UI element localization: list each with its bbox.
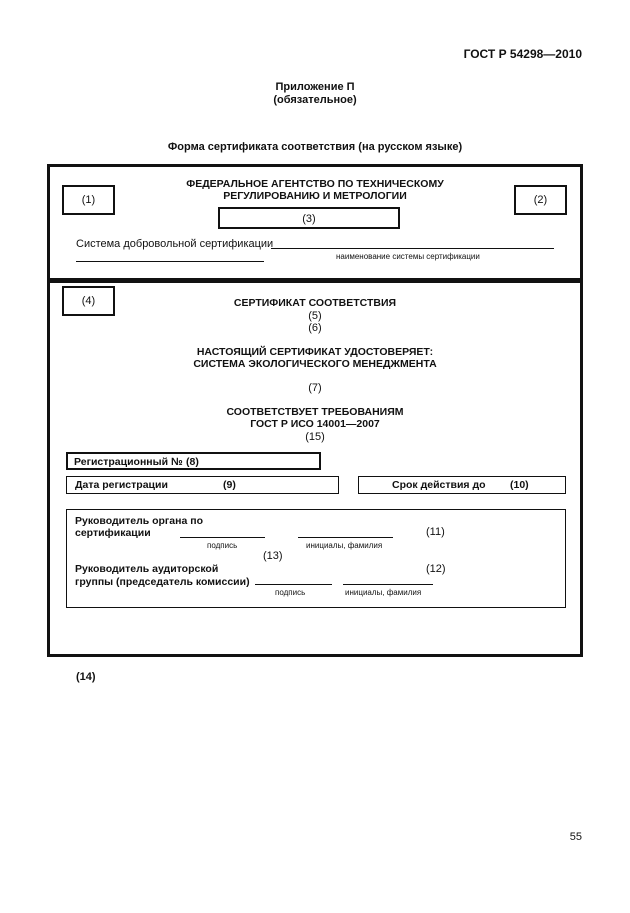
reg-number-field: (8)	[186, 456, 199, 468]
appendix-title: Приложение П	[275, 81, 355, 93]
audit-label-line2: группы (председатель комиссии)	[75, 576, 250, 588]
head-label-line2: сертификации	[75, 527, 151, 539]
agency-box-3	[218, 207, 400, 229]
system-name-line	[271, 248, 554, 249]
field-14: (14)	[76, 671, 96, 683]
audit-name-caption: инициалы, фамилия	[345, 588, 422, 597]
valid-until-label: Срок действия до	[392, 479, 486, 491]
head-name-line	[298, 537, 393, 538]
agency-box-2	[514, 185, 567, 215]
head-label-line1: Руководитель органа по	[75, 515, 204, 527]
field-5: (5)	[308, 310, 322, 322]
valid-until-box	[358, 476, 566, 494]
reg-date-label: Дата регистрации	[75, 479, 168, 491]
system-label: Система добровольной сертификации	[76, 238, 274, 250]
head-signature-caption: подпись	[207, 541, 238, 550]
reg-date-field: (9)	[223, 479, 236, 491]
complies-standard: ГОСТ Р ИСО 14001—2007	[250, 418, 380, 430]
audit-label-line1: Руководитель аудиторской	[75, 563, 219, 575]
head-name-caption: инициалы, фамилия	[306, 541, 383, 550]
field-13: (13)	[263, 550, 283, 562]
valid-until-field: (10)	[510, 479, 529, 491]
audit-signature-caption: подпись	[275, 588, 306, 597]
standard-number: ГОСТ Р 54298—2010	[463, 47, 582, 61]
system-caption: наименование системы сертификации	[336, 252, 480, 261]
page-number: 55	[569, 831, 582, 843]
agency-box-2-label: (2)	[533, 194, 548, 206]
agency-name-line2: РЕГУЛИРОВАНИЮ И МЕТРОЛОГИИ	[223, 190, 407, 202]
field-11: (11)	[426, 526, 445, 538]
head-signature-line	[180, 537, 265, 538]
agency-box-3-label: (3)	[302, 213, 316, 225]
field-7: (7)	[308, 382, 322, 394]
reg-date-box	[66, 476, 339, 494]
certificate-title: СЕРТИФИКАТ СООТВЕТСТВИЯ	[233, 297, 397, 309]
reg-number-box	[66, 452, 321, 470]
certifies-line2: СИСТЕМА ЭКОЛОГИЧЕСКОГО МЕНЕДЖМЕНТА	[193, 358, 437, 370]
reg-number-label: Регистрационный №	[74, 456, 183, 468]
field-6: (6)	[308, 322, 322, 334]
audit-signature-line	[255, 584, 332, 585]
agency-box-1-label: (1)	[81, 194, 96, 206]
audit-name-line	[343, 584, 433, 585]
system-name-line-2	[76, 261, 264, 262]
appendix-kind: (обязательное)	[273, 94, 357, 106]
field-15: (15)	[305, 431, 325, 443]
form-title: Форма сертификата соответствия (на русском языке)	[167, 141, 463, 153]
certifies-line1: НАСТОЯЩИЙ СЕРТИФИКАТ УДОСТОВЕРЯЕТ:	[196, 346, 434, 358]
complies-line1: СООТВЕТСТВУЕТ ТРЕБОВАНИЯМ	[226, 406, 404, 418]
agency-box-1	[62, 185, 115, 215]
agency-name-line1: ФЕДЕРАЛЬНОЕ АГЕНТСТВО ПО ТЕХНИЧЕСКОМУ	[186, 178, 444, 190]
field-12: (12)	[426, 563, 446, 575]
certificate-box-4-label: (4)	[81, 295, 96, 307]
